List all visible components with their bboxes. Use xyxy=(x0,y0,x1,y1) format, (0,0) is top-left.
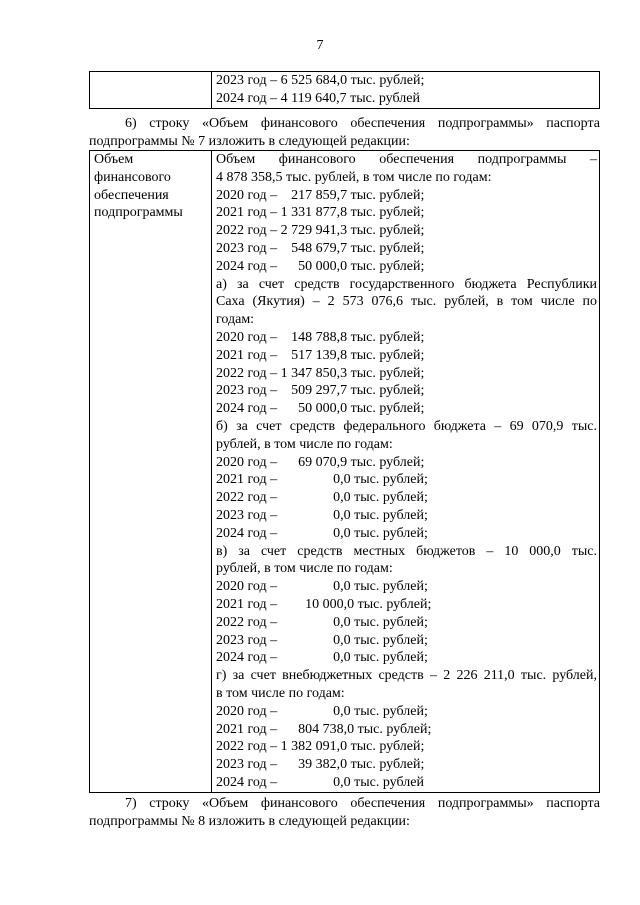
funding-line: 2023 год – 548 679,7 тыс. рублей; xyxy=(216,240,425,256)
funding-line: 2021 год – 0,0 тыс. рублей; xyxy=(216,472,428,488)
funding-line: а) за счет средств государственного бюджета Республики xyxy=(216,276,597,292)
funding-line: рублей, в том числе по годам: xyxy=(216,561,393,577)
funding-line: 2020 год – 69 070,9 тыс. рублей; xyxy=(216,454,425,470)
funding-line: Объем финансового обеспечения подпрограммы – xyxy=(216,152,597,167)
top-table-row xyxy=(90,72,600,109)
funding-line: б) за счет средств федерального бюджета – 69 070,9 тыс. xyxy=(216,418,597,434)
funding-line: 2023 год – 39 382,0 тыс. рублей; xyxy=(216,757,425,773)
funding-line: 2024 год – 0,0 тыс. рублей; xyxy=(216,650,428,666)
paragraph-7 xyxy=(89,795,600,831)
paragraph-6-line-1: 6) строку «Объем финансового обеспечения подпрограммы» паспорта xyxy=(125,116,600,131)
label-line: подпрограммы xyxy=(94,205,183,221)
funding-line: 2021 год – 10 000,0 тыс. рублей; xyxy=(216,596,432,612)
funding-line: 2024 год – 50 000,0 тыс. рублей; xyxy=(216,258,425,274)
top-table-value-cell xyxy=(212,72,600,109)
funding-line: 2022 год – 0,0 тыс. рублей; xyxy=(216,614,428,630)
funding-label-cell xyxy=(90,151,212,793)
funding-line: 2020 год – 217 859,7 тыс. рублей; xyxy=(216,187,425,203)
funding-line: 2023 год – 0,0 тыс. рублей; xyxy=(216,632,428,648)
funding-line: 2024 год – 0,0 тыс. рублей; xyxy=(216,525,428,541)
funding-line: 2020 год – 0,0 тыс. рублей; xyxy=(216,703,428,719)
paragraph-7-line-2: подпрограммы № 8 изложить в следующей редакции: xyxy=(89,814,410,829)
funding-line: 2023 год – 0,0 тыс. рублей; xyxy=(216,507,428,523)
funding-line: 2022 год – 1 347 850,3 тыс. рублей; xyxy=(216,365,425,381)
funding-line: 2021 год – 517 139,8 тыс. рублей; xyxy=(216,347,425,363)
funding-line: 2023 год – 509 297,7 тыс. рублей; xyxy=(216,383,425,399)
paragraph-7-line-1: 7) строку «Объем финансового обеспечения подпрограммы» паспорта xyxy=(125,796,600,811)
funding-line: 2022 год – 1 382 091,0 тыс. рублей; xyxy=(216,739,425,755)
paragraph-6 xyxy=(89,115,600,151)
funding-line: 2024 год – 50 000,0 тыс. рублей; xyxy=(216,401,425,417)
label-line: финансового xyxy=(94,169,171,185)
page-number: 7 xyxy=(316,38,324,53)
funding-line: 2020 год – 148 788,8 тыс. рублей; xyxy=(216,329,425,345)
funding-table-row xyxy=(90,151,600,793)
funding-line: годам: xyxy=(216,312,255,328)
label-line: обеспечения xyxy=(94,187,169,203)
funding-line: в том числе по годам: xyxy=(216,685,345,701)
top-line: 2024 год – 4 119 640,7 тыс. рублей xyxy=(216,90,420,106)
funding-line: в) за счет средств местных бюджетов – 10 000,0 тыс. xyxy=(216,543,597,559)
funding-line: 2022 год – 2 729 941,3 тыс. рублей; xyxy=(216,223,425,239)
paragraph-6-line-2: подпрограммы № 7 изложить в следующей редакции: xyxy=(89,134,410,149)
top-table xyxy=(89,71,600,109)
funding-line: 2022 год – 0,0 тыс. рублей; xyxy=(216,490,428,506)
funding-line: 2021 год – 1 331 877,8 тыс. рублей; xyxy=(216,205,425,221)
funding-line: г) за счет внебюджетных средств – 2 226 211,0 тыс. рублей, xyxy=(216,668,597,684)
funding-line: 2024 год – 0,0 тыс. рублей xyxy=(216,774,424,790)
funding-line: 2021 год – 804 738,0 тыс. рублей; xyxy=(216,721,432,737)
funding-value-cell xyxy=(212,151,600,793)
funding-line: 2020 год – 0,0 тыс. рублей; xyxy=(216,579,428,595)
funding-line: 4 878 358,5 тыс. рублей, в том числе по годам: xyxy=(216,169,492,185)
top-line: 2023 год – 6 525 684,0 тыс. рублей; xyxy=(216,73,425,88)
funding-line: Саха (Якутия) – 2 573 076,6 тыс. рублей, в том числе по xyxy=(216,294,597,310)
funding-line: рублей, в том числе по годам: xyxy=(216,436,393,452)
label-line: Объем xyxy=(94,152,134,167)
top-table-label-cell xyxy=(90,72,212,109)
funding-table xyxy=(89,150,600,793)
